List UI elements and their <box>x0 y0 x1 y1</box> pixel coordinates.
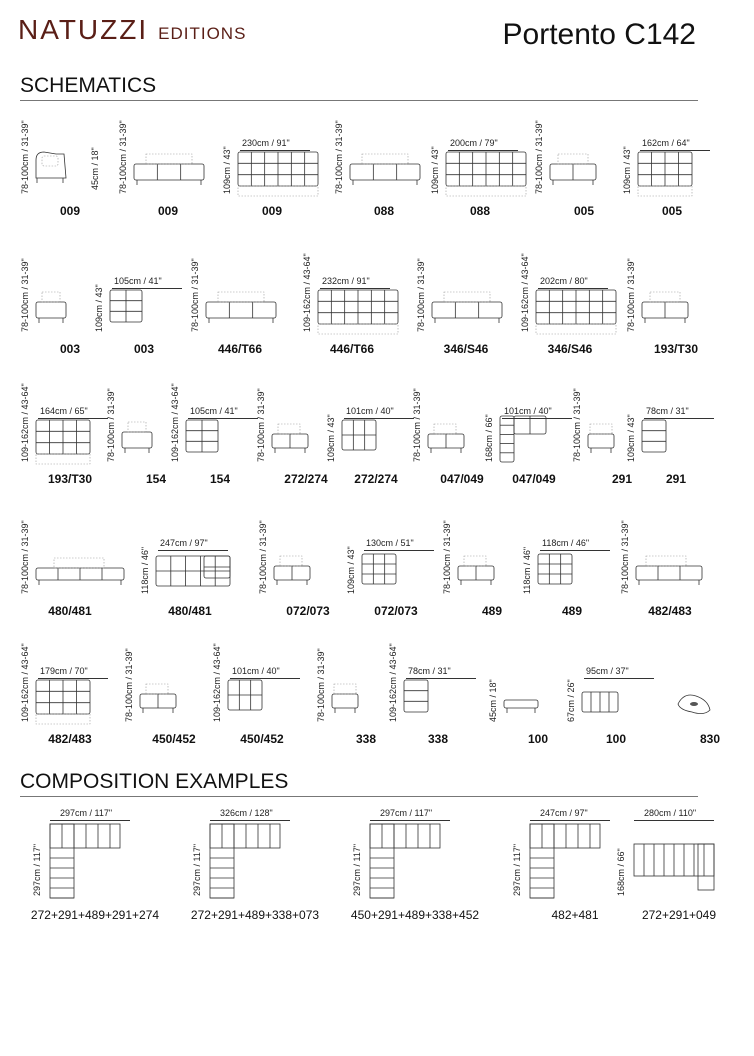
height-label: 297cm / 117" <box>512 843 522 896</box>
schematic-item <box>626 380 726 490</box>
composition-item <box>180 806 330 926</box>
height-label: 109cm / 43" <box>326 414 336 462</box>
width-dimension-line <box>210 820 290 821</box>
width-label: 200cm / 79" <box>450 138 498 148</box>
width-label: 105cm / 41" <box>114 276 162 286</box>
schematic-tops-drawing <box>640 410 730 470</box>
width-label: 202cm / 80" <box>540 276 588 286</box>
schematic-item <box>484 380 584 490</box>
schematic-item <box>626 250 726 360</box>
width-dimension-line <box>50 820 130 821</box>
height-label: 78-100cm / 31-39" <box>316 648 326 722</box>
width-label: 232cm / 91" <box>322 276 370 286</box>
item-code: 154 <box>209 472 231 486</box>
schematic-top1-drawing <box>108 280 198 340</box>
item-code: 047/049 <box>440 472 484 486</box>
width-label: 101cm / 40" <box>504 406 552 416</box>
item-code: 450/452 <box>240 732 284 746</box>
schematic-item <box>190 250 290 360</box>
item-code: 338 <box>355 732 377 746</box>
schematic-item <box>388 640 488 750</box>
schematic-top3-drawing <box>534 280 624 340</box>
width-label: 247cm / 97" <box>160 538 208 548</box>
height-label: 109-162cm / 43-64" <box>20 383 30 462</box>
schematic-frontw-drawing <box>34 542 124 602</box>
height-label: 118cm / 46" <box>522 546 532 594</box>
item-code: 005 <box>661 204 683 218</box>
item-code: 009 <box>59 204 81 218</box>
schematic-item <box>118 112 218 222</box>
height-label: 168cm / 66" <box>616 848 626 896</box>
schematic-item <box>222 112 322 222</box>
schematic-item <box>534 112 634 222</box>
schematic-frontc3-drawing <box>634 542 724 602</box>
item-code: 489 <box>561 604 583 618</box>
composition-code: 482+481 <box>551 908 599 922</box>
schematic-side-drawing <box>34 142 124 202</box>
width-label: 164cm / 65" <box>40 406 88 416</box>
height-label: 78-100cm / 31-39" <box>20 120 30 194</box>
schematic-cushion-drawing <box>674 670 754 730</box>
height-label: 297cm / 117" <box>32 843 42 896</box>
item-code: 446/T66 <box>329 342 375 356</box>
item-code: 482/483 <box>648 604 692 618</box>
item-code: 193/T30 <box>653 342 699 356</box>
item-code: 482/483 <box>48 732 92 746</box>
schematic-item <box>124 640 224 750</box>
schematic-top2-drawing <box>34 670 124 730</box>
height-label: 78-100cm / 31-39" <box>626 258 636 332</box>
schematic-front3-drawing <box>348 142 438 202</box>
schematic-item <box>302 250 402 360</box>
schematic-top3-drawing <box>236 142 326 202</box>
schematic-item <box>430 112 530 222</box>
height-label: 78-100cm / 31-39" <box>190 258 200 332</box>
item-code: 450/452 <box>152 732 196 746</box>
composition-item <box>604 806 754 926</box>
width-label: 247cm / 97" <box>540 808 588 818</box>
schematic-front3-drawing <box>430 280 520 340</box>
schematic-item <box>416 250 516 360</box>
composition-code: 450+291+489+338+452 <box>350 908 480 922</box>
item-code: 154 <box>145 472 167 486</box>
item-code: 446/T66 <box>217 342 263 356</box>
section-divider <box>20 796 698 797</box>
composition-item <box>340 806 490 926</box>
height-label: 168cm / 66" <box>484 414 494 462</box>
item-code: 003 <box>59 342 81 356</box>
width-label: 297cm / 117" <box>380 808 433 818</box>
height-label: 78-100cm / 31-39" <box>334 120 344 194</box>
schematic-item <box>522 512 622 622</box>
height-label: 78-100cm / 31-39" <box>124 648 134 722</box>
height-label: 109cm / 43" <box>94 284 104 332</box>
item-code: 088 <box>373 204 395 218</box>
item-code: 005 <box>573 204 595 218</box>
item-code: 830 <box>699 732 721 746</box>
height-label: 109-162cm / 43-64" <box>388 643 398 722</box>
height-label: 78-100cm / 31-39" <box>20 258 30 332</box>
item-code: 193/T30 <box>47 472 93 486</box>
height-label: 78-100cm / 31-39" <box>442 520 452 594</box>
height-label: 109-162cm / 43-64" <box>302 253 312 332</box>
height-label: 78-100cm / 31-39" <box>416 258 426 332</box>
width-dimension-line <box>634 820 714 821</box>
item-code: 003 <box>133 342 155 356</box>
composition-item <box>20 806 170 926</box>
item-code: 291 <box>665 472 687 486</box>
width-label: 130cm / 51" <box>366 538 414 548</box>
height-label: 78-100cm / 31-39" <box>106 388 116 462</box>
section-title-schematics: SCHEMATICS <box>20 74 157 97</box>
width-label: 230cm / 91" <box>242 138 290 148</box>
height-label: 109-162cm / 43-64" <box>520 253 530 332</box>
schematic-tops-drawing <box>402 670 492 730</box>
schematic-topw-drawing <box>154 542 244 602</box>
height-label: 109cm / 43" <box>346 546 356 594</box>
width-dimension-line <box>530 820 610 821</box>
item-code: 272/274 <box>354 472 398 486</box>
composition-drawing <box>368 822 478 902</box>
brand-sub: EDITIONS <box>158 24 247 43</box>
schematic-topq-drawing <box>360 542 450 602</box>
item-code: 100 <box>527 732 549 746</box>
width-label: 95cm / 37" <box>586 666 629 676</box>
section-divider <box>20 100 698 101</box>
width-label: 297cm / 117" <box>60 808 113 818</box>
section-title-compositions: COMPOSITION EXAMPLES <box>20 770 289 793</box>
width-label: 179cm / 70" <box>40 666 88 676</box>
width-label: 78cm / 31" <box>646 406 689 416</box>
height-label: 67cm / 26" <box>566 679 576 722</box>
schematic-item <box>94 250 194 360</box>
composition-drawing <box>632 822 742 902</box>
width-label: 105cm / 41" <box>190 406 238 416</box>
height-label: 78-100cm / 31-39" <box>572 388 582 462</box>
width-label: 162cm / 64" <box>642 138 690 148</box>
composition-drawing <box>48 822 158 902</box>
schematic-item <box>346 512 446 622</box>
height-label: 78-100cm / 31-39" <box>412 388 422 462</box>
schematic-item <box>170 380 270 490</box>
height-label: 109cm / 43" <box>622 146 632 194</box>
height-label: 78-100cm / 31-39" <box>118 120 128 194</box>
height-label: 109cm / 43" <box>222 146 232 194</box>
item-code: 009 <box>157 204 179 218</box>
height-label: 297cm / 117" <box>192 843 202 896</box>
item-code: 047/049 <box>512 472 556 486</box>
schematic-top2-drawing <box>636 142 726 202</box>
width-label: 118cm / 46" <box>542 538 590 548</box>
height-label: 109-162cm / 43-64" <box>212 643 222 722</box>
composition-code: 272+291+049 <box>641 908 717 922</box>
schematic-top3-drawing <box>444 142 534 202</box>
height-label: 109cm / 43" <box>626 414 636 462</box>
schematic-topq-drawing <box>536 542 626 602</box>
height-label: 118cm / 46" <box>140 546 150 594</box>
item-code: 072/073 <box>374 604 418 618</box>
width-label: 326cm / 128" <box>220 808 273 818</box>
height-label: 78-100cm / 31-39" <box>20 520 30 594</box>
width-label: 280cm / 110" <box>644 808 697 818</box>
schematic-item <box>212 640 312 750</box>
item-code: 480/481 <box>168 604 212 618</box>
schematic-ottt-drawing <box>580 670 670 730</box>
schematic-item <box>20 380 120 490</box>
height-label: 78-100cm / 31-39" <box>620 520 630 594</box>
schematic-item <box>622 112 722 222</box>
schematic-item <box>660 640 754 750</box>
schematic-item <box>520 250 620 360</box>
seat-height-label: 45cm / 18" <box>90 147 100 190</box>
schematic-item <box>20 640 120 750</box>
item-code: 009 <box>261 204 283 218</box>
composition-drawing <box>208 822 318 902</box>
item-code: 291 <box>611 472 633 486</box>
height-label: 297cm / 117" <box>352 843 362 896</box>
schematic-front2-drawing <box>640 280 730 340</box>
item-code: 338 <box>427 732 449 746</box>
width-label: 101cm / 40" <box>232 666 280 676</box>
schematic-front3-drawing <box>132 142 222 202</box>
brand-name: NATUZZI <box>18 14 149 45</box>
schematic-item <box>326 380 426 490</box>
item-code: 480/481 <box>48 604 92 618</box>
item-code: 100 <box>605 732 627 746</box>
schematic-item <box>140 512 240 622</box>
composition-code: 272+291+489+338+073 <box>190 908 320 922</box>
brand-logo <box>18 14 246 46</box>
item-code: 072/073 <box>286 604 330 618</box>
schematic-item <box>258 512 358 622</box>
item-code: 346/S46 <box>547 342 593 356</box>
item-code: 346/S46 <box>443 342 489 356</box>
schematic-topc-drawing <box>226 670 316 730</box>
height-label: 78-100cm / 31-39" <box>534 120 544 194</box>
height-label: 109cm / 43" <box>430 146 440 194</box>
item-code: 272/274 <box>284 472 328 486</box>
schematic-front3-drawing <box>204 280 294 340</box>
composition-code: 272+291+489+291+274 <box>30 908 160 922</box>
height-label: 78-100cm / 31-39" <box>256 388 266 462</box>
width-dimension-line <box>370 820 450 821</box>
height-label: 109-162cm / 43-64" <box>170 383 180 462</box>
item-code: 489 <box>481 604 503 618</box>
schematic-item <box>334 112 434 222</box>
height-label: 78-100cm / 31-39" <box>258 520 268 594</box>
width-label: 101cm / 40" <box>346 406 394 416</box>
schematic-item <box>620 512 720 622</box>
schematic-item <box>566 640 666 750</box>
schematic-item <box>20 112 120 222</box>
item-code: 088 <box>469 204 491 218</box>
width-label: 78cm / 31" <box>408 666 451 676</box>
schematic-top3-drawing <box>316 280 406 340</box>
page-title: Portento C142 <box>502 18 696 51</box>
schematic-item <box>20 512 120 622</box>
height-label: 109-162cm / 43-64" <box>20 643 30 722</box>
height-label: 45cm / 18" <box>488 679 498 722</box>
